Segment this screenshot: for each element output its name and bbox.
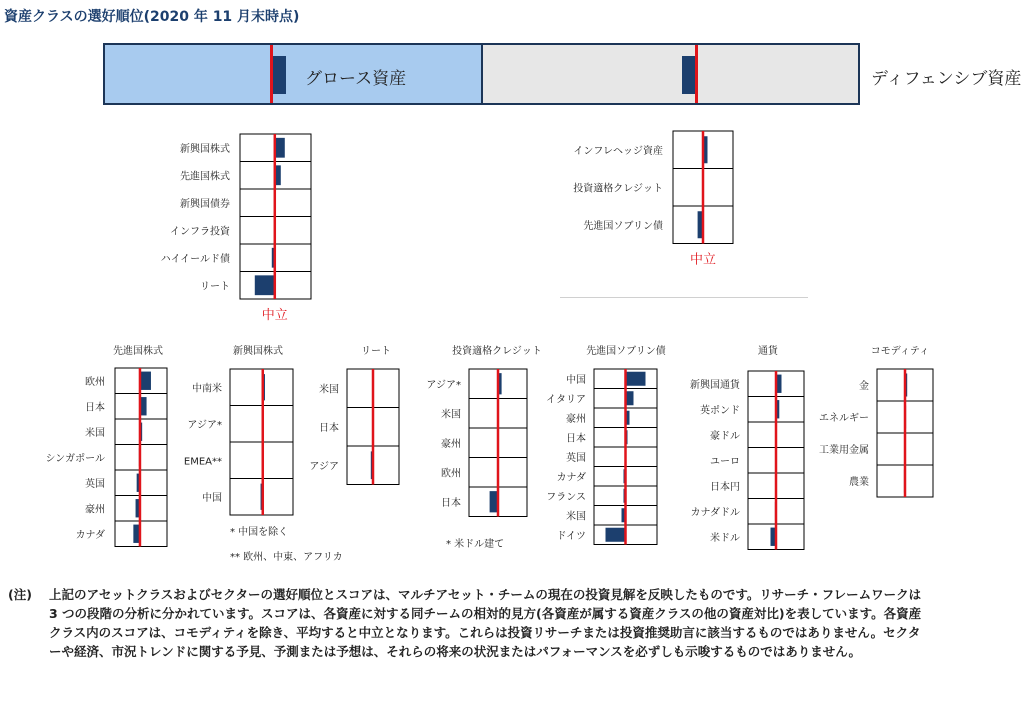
reit-category-label: アジア <box>309 461 339 473</box>
commodity-category-label: 工業用金属 <box>819 445 869 456</box>
reit-title: リート <box>361 346 391 357</box>
em-equity-category-label: 中国 <box>202 492 222 504</box>
ig-credit-score-bar <box>490 491 498 512</box>
dev-sovereign-category-label: 中国 <box>566 374 586 386</box>
em-equity-category-label: EMEA** <box>183 456 222 468</box>
dev-sovereign-category-label: 豪州 <box>566 413 586 425</box>
currency-category-label: 豪ドル <box>710 430 740 442</box>
growth-category-label: 新興国債券 <box>180 198 230 210</box>
dev-sovereign-category-label: 英国 <box>566 452 586 464</box>
commodity-title: コモディティ <box>870 346 930 357</box>
ig-credit-category-label: 豪州 <box>441 438 461 450</box>
defensive-category-label: 先進国ソブリン債 <box>583 220 663 232</box>
commodity-category-label: 農業 <box>849 477 869 488</box>
dev-equity-category-label: 欧州 <box>85 376 105 388</box>
dev-equity-category-label: カナダ <box>75 529 105 541</box>
ig-credit-category-label: アジア* <box>426 379 461 391</box>
currency-title: 通貨 <box>758 346 778 357</box>
reit-category-label: 日本 <box>319 422 339 434</box>
growth-score-bar <box>275 138 285 158</box>
commodity-category-label: 金 <box>859 381 869 392</box>
defensive-neutral-label: 中立 <box>689 252 717 268</box>
defensive-category-label: 投資適格クレジット <box>573 183 663 195</box>
ig-credit-title: 投資適格クレジット <box>452 346 542 357</box>
currency-category-label: 新興国通貨 <box>690 379 740 391</box>
ig-credit-category-label: 日本 <box>441 497 461 509</box>
page-title: 資産クラスの選好順位(2020 年 11 月末時点) <box>4 9 300 25</box>
em-equity-category-label: 中南米 <box>192 383 222 395</box>
growth-neutral-label: 中立 <box>261 308 288 323</box>
currency-category-label: カナダドル <box>690 507 740 519</box>
defensive-category-label: インフレヘッジ資産 <box>573 145 663 157</box>
currency-category-label: 米ドル <box>710 532 740 544</box>
dev-equity-category-label: 英国 <box>85 478 105 490</box>
dev-sovereign-score-bar <box>626 372 646 386</box>
dev-equity-category-label: 日本 <box>85 402 105 414</box>
ig-credit-category-label: 米国 <box>441 409 461 421</box>
em-equity-category-label: アジア* <box>187 419 222 431</box>
ig-credit-category-label: 欧州 <box>441 468 461 480</box>
growth-category-label: インフラ投資 <box>170 226 230 238</box>
defensive-assets-label: ディフェンシブ資産 <box>871 69 1021 89</box>
currency-category-label: 英ポンド <box>700 405 740 417</box>
growth-category-label: リート <box>200 281 230 293</box>
dev-equity-title: 先進国株式 <box>113 346 163 357</box>
dev-sovereign-category-label: イタリア <box>546 394 586 406</box>
footnote-emea: ** 欧州、中東、アフリカ <box>230 552 343 563</box>
growth-category-label: 先進国株式 <box>180 171 230 183</box>
currency-category-label: 日本円 <box>710 481 740 493</box>
dev-equity-score-bar <box>140 372 151 390</box>
growth-category-label: 新興国株式 <box>180 143 230 155</box>
currency-category-label: ユーロ <box>710 456 740 468</box>
dev-sovereign-category-label: 日本 <box>566 433 586 445</box>
footnote-usd: * 米ドル建て <box>446 539 505 550</box>
dev-sovereign-score-bar <box>606 528 626 542</box>
growth-score-bar <box>255 275 275 295</box>
growth-category-label: ハイイールド債 <box>160 253 230 265</box>
commodity-category-label: エネルギー <box>819 413 869 424</box>
dev-sovereign-category-label: ドイツ <box>556 530 586 542</box>
dev-sovereign-category-label: フランス <box>546 491 586 503</box>
dev-equity-category-label: 米国 <box>85 427 105 439</box>
note-label: (注) <box>8 587 32 602</box>
dev-equity-category-label: 豪州 <box>85 504 105 516</box>
dev-equity-category-label: シンガポール <box>45 453 105 465</box>
dev-sovereign-category-label: 米国 <box>566 511 586 523</box>
em-equity-title: 新興国株式 <box>233 346 283 357</box>
reit-category-label: 米国 <box>319 384 339 396</box>
dev-sovereign-title: 先進国ソブリン債 <box>586 346 666 357</box>
footnote-asia: * 中国を除く <box>230 527 289 538</box>
growth-assets-label: グロース資産 <box>305 69 407 89</box>
note-text: 上記のアセットクラスおよびセクターの選好順位とスコアは、マルチアセット・チームの現在の投資見解を反映したものです。リサーチ・フレームワークは 3 つの段階の分析に分かれています。スコアは、各資産に対する同チームの相対的見方(各資産が属する資産クラスの他の資産対比)を表しています。各資産クラス内のスコアは、コモディティを除き、平均すると中立となります。これらは投資リサーチまたは投資推奨助言に該当するものではありません。セクターや経済、市況トレンドに関する予見、予測または予想は、それらの将来の状況またはパフォーマンスを必ずしも示唆するものではありません。 <box>49 587 922 659</box>
dev-sovereign-category-label: カナダ <box>556 472 586 484</box>
